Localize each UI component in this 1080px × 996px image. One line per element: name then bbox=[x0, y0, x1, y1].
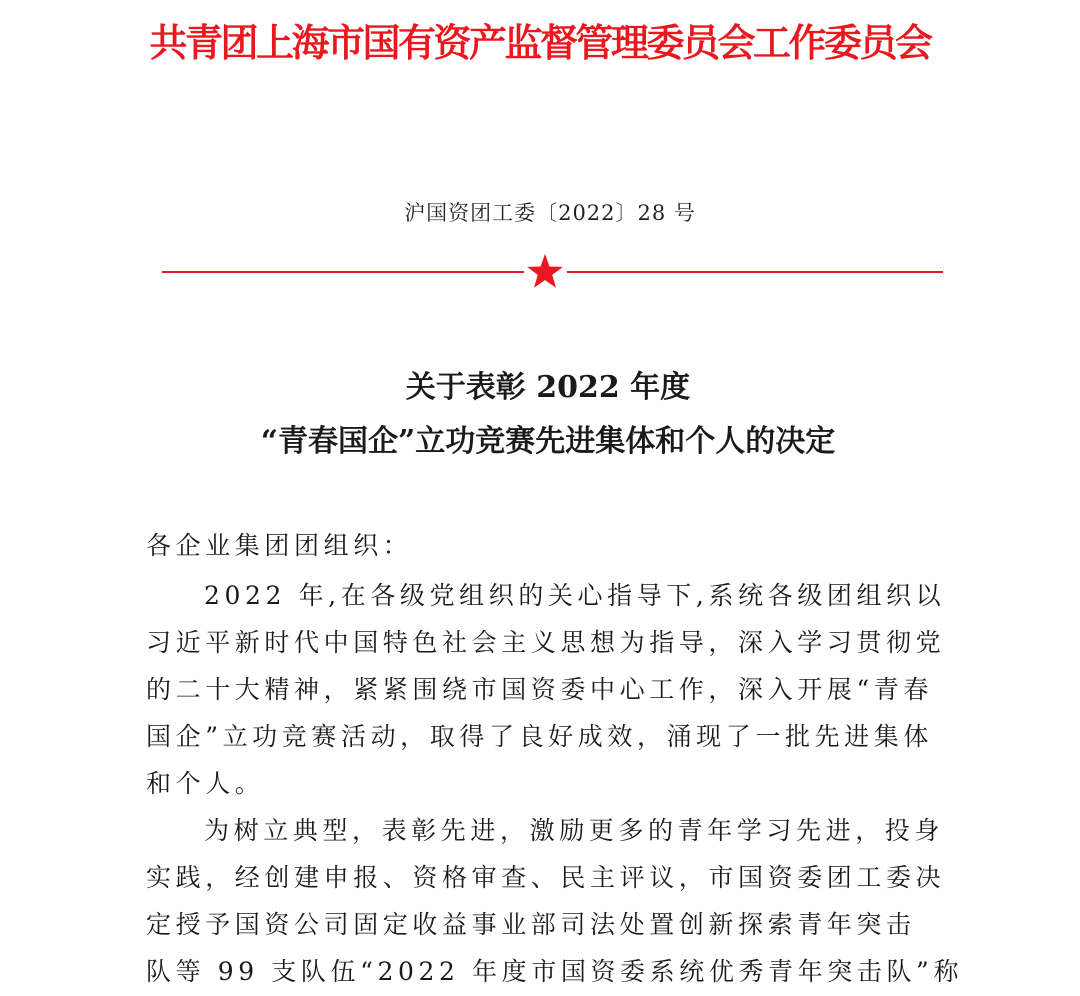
paragraph-2-line-1: 为树立典型，表彰先进，激励更多的青年学习先进，投身 bbox=[204, 816, 945, 845]
masthead-organization: 共青团上海市国有资产监督管理委员会工作委员会 bbox=[149, 21, 931, 65]
paragraph-2-line-3: 定授予国资公司固定收益事业部司法处置创新探索青年突击 bbox=[146, 910, 916, 939]
paragraph-1-line-5: 和个人。 bbox=[146, 769, 265, 798]
star-icon bbox=[526, 252, 564, 290]
paragraph-1-line-4: 国企”立功竞赛活动，取得了良好成效，涌现了一批先进集体 bbox=[146, 722, 933, 751]
paragraph-2-line-4: 队等 99 支队伍“2022 年度市国资委系统优秀青年突击队”称 bbox=[146, 957, 964, 986]
paragraph-1-line-2: 习近平新时代中国特色社会主义思想为指导，深入学习贯彻党 bbox=[146, 628, 946, 657]
document-title-line-1: 关于表彰 2022 年度 bbox=[405, 370, 691, 405]
paragraph-2-line-2: 实践，经创建申报、资格审查、民主评议，市国资委团工委决 bbox=[146, 863, 946, 892]
salutation: 各企业集团团组织： bbox=[146, 531, 413, 560]
paragraph-1-line-1: 2022 年,在各级党组织的关心指导下,系统各级团组织以 bbox=[204, 581, 946, 610]
document-number: 沪国资团工委〔2022〕28 号 bbox=[404, 201, 696, 225]
document-title-line-2: “青春国企”立功竞赛先进集体和个人的决定 bbox=[260, 424, 836, 459]
divider-rule-right bbox=[567, 271, 943, 273]
paragraph-1-line-3: 的二十大精神，紧紧围绕市国资委中心工作，深入开展“青春 bbox=[146, 675, 933, 704]
divider-rule-left bbox=[162, 271, 524, 273]
